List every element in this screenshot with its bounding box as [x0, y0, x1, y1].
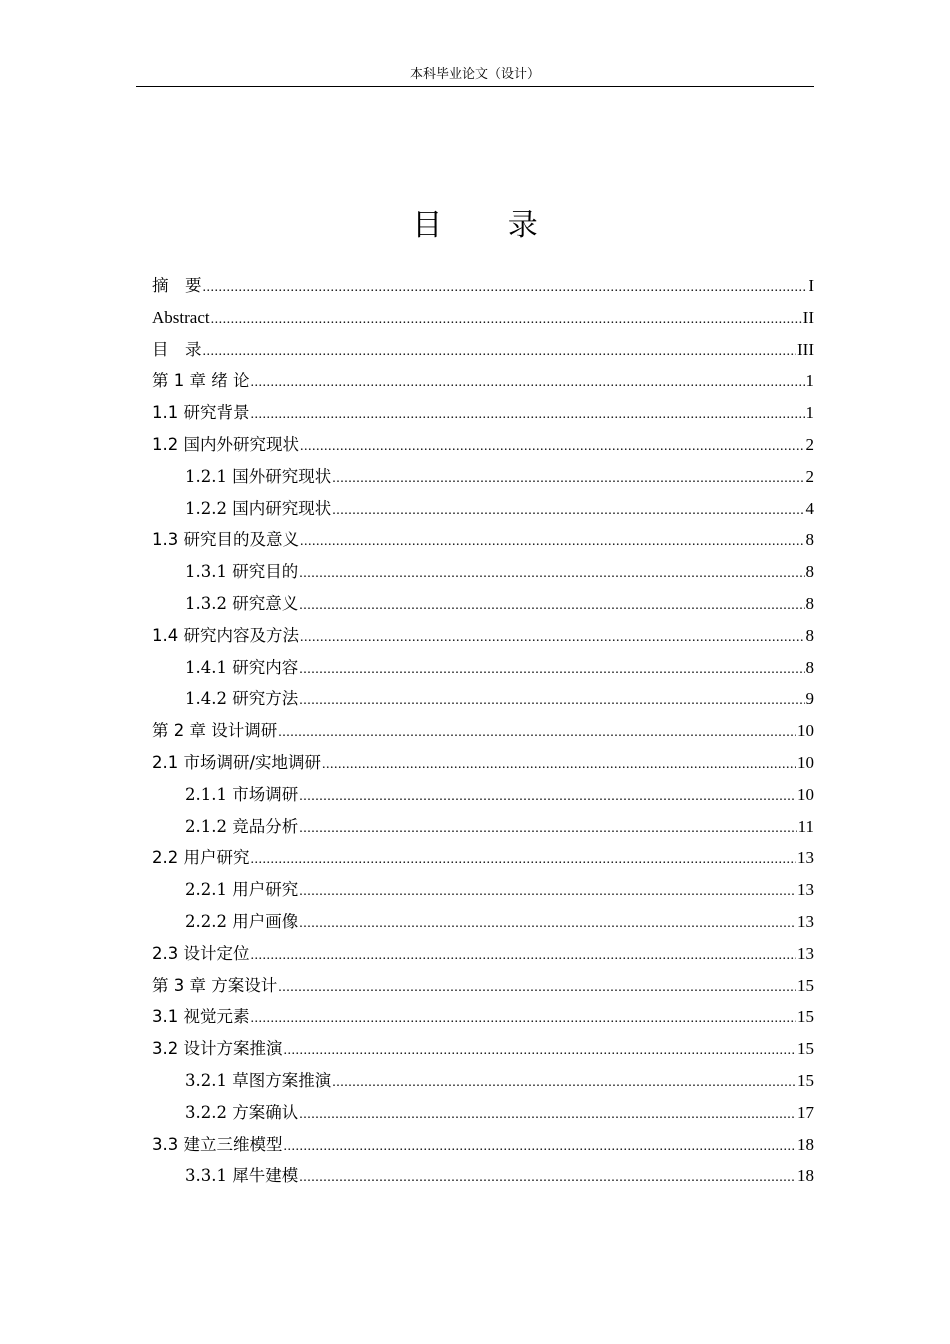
toc-entry[interactable] [152, 461, 814, 493]
toc-entry-label: 1.2 国内外研究现状 [152, 434, 299, 454]
toc-entry-page: 15 [797, 1070, 814, 1090]
toc-entry[interactable] [152, 842, 814, 874]
toc-entry-page: 9 [805, 689, 814, 709]
toc-entry-label: 第 2 章 设计调研 [152, 721, 278, 741]
toc-entry-label: 第 3 章 方案设计 [152, 975, 278, 995]
toc-entry[interactable] [152, 397, 814, 429]
toc-entry[interactable] [152, 938, 814, 970]
toc-entry[interactable] [152, 747, 814, 779]
toc-entry[interactable] [152, 365, 814, 397]
toc-dot-leader [322, 749, 796, 781]
toc-dot-leader [251, 399, 805, 431]
toc-dot-leader [299, 685, 804, 717]
toc-dot-leader [299, 1162, 796, 1194]
toc-entry[interactable] [152, 556, 814, 588]
toc-entry-label: 1.2.2 国内研究现状 [185, 498, 332, 518]
toc-dot-leader [299, 908, 796, 940]
toc-dot-leader [299, 813, 796, 845]
toc-entry[interactable] [152, 334, 814, 366]
toc-entry[interactable] [152, 1129, 814, 1161]
toc-entry-label: 2.1.1 市场调研 [185, 784, 299, 804]
toc-entry-page: 15 [797, 975, 814, 995]
toc-entry[interactable] [152, 811, 814, 843]
toc-entry-label: 2.2.2 用户画像 [185, 911, 299, 931]
toc-entry-page: 18 [797, 1134, 814, 1154]
toc-entry[interactable] [152, 970, 814, 1002]
toc-dot-leader [300, 431, 805, 463]
toc-dot-leader [211, 304, 802, 336]
toc-entry-page: II [802, 307, 814, 327]
toc-dot-leader [284, 1131, 797, 1163]
toc-entry-label: 1.3.1 研究目的 [185, 562, 299, 582]
toc-entry[interactable] [152, 1097, 814, 1129]
page-title: 目 录 [412, 208, 566, 243]
toc-entry-label: 1.4.1 研究内容 [185, 657, 299, 677]
toc-entry-page: 8 [805, 530, 814, 550]
toc-entry[interactable] [152, 1001, 814, 1033]
toc-dot-leader [299, 1099, 796, 1131]
toc-entry-page: 13 [797, 848, 814, 868]
toc-entry-label: 1.3 研究目的及意义 [152, 530, 299, 550]
toc-entry-page: 8 [805, 593, 814, 613]
toc-entry[interactable] [152, 683, 814, 715]
toc-entry-page: 10 [797, 784, 814, 804]
toc-entry-page: 2 [805, 466, 814, 486]
toc-dot-leader [332, 495, 804, 527]
toc-dot-leader [300, 526, 805, 558]
toc-dot-leader [300, 622, 805, 654]
toc-entry-label: 1.4.2 研究方法 [185, 689, 299, 709]
toc-entry-label: 第 1 章 绪 论 [152, 371, 250, 391]
toc-entry-page: 17 [797, 1102, 814, 1122]
toc-entry-page: 13 [797, 880, 814, 900]
toc-entry-page: 10 [797, 752, 814, 772]
toc-entry-label: 2.2 用户研究 [152, 848, 250, 868]
toc-entry-label: 1.3.2 研究意义 [185, 593, 299, 613]
toc-entry-page: 1 [805, 403, 814, 423]
toc-entry[interactable] [152, 874, 814, 906]
toc-entry[interactable] [152, 493, 814, 525]
toc-entry-page: 15 [797, 1039, 814, 1059]
toc-entry[interactable] [152, 779, 814, 811]
toc-dot-leader [251, 1003, 797, 1035]
toc-dot-leader [332, 1067, 796, 1099]
toc-entry-label: 1.2.1 国外研究现状 [185, 466, 332, 486]
toc-entry-page: 8 [805, 562, 814, 582]
toc-entry-label: 3.3 建立三维模型 [152, 1134, 283, 1154]
toc-dot-leader [299, 876, 796, 908]
toc-entry-label: 2.1.2 竞品分析 [185, 816, 299, 836]
toc-entry-page: 18 [797, 1166, 814, 1186]
toc-dot-leader [332, 463, 804, 495]
toc-entry-page: 2 [805, 434, 814, 454]
toc-entry-page: 4 [805, 498, 814, 518]
toc-entry-page: 15 [797, 1007, 814, 1027]
toc-entry-page: III [797, 339, 814, 359]
toc-entry-page: 11 [797, 816, 814, 836]
toc-entry[interactable] [152, 524, 814, 556]
toc-dot-leader [299, 781, 796, 813]
toc-entry-label: 2.1 市场调研/实地调研 [152, 752, 322, 772]
toc-entry-label: 2.2.1 用户研究 [185, 880, 299, 900]
toc-dot-leader [251, 940, 797, 972]
toc-dot-leader [278, 972, 796, 1004]
toc-entry[interactable] [152, 906, 814, 938]
table-of-contents [152, 270, 814, 1192]
toc-entry-label: 2.3 设计定位 [152, 943, 250, 963]
toc-dot-leader [299, 590, 804, 622]
toc-entry-label: 3.2 设计方案推演 [152, 1039, 283, 1059]
toc-entry-label: Abstract [152, 307, 210, 327]
toc-dot-leader [284, 1035, 797, 1067]
toc-dot-leader [278, 717, 796, 749]
toc-entry-label: 1.1 研究背景 [152, 403, 250, 423]
toc-entry[interactable] [152, 302, 814, 334]
toc-dot-leader [203, 272, 808, 304]
toc-entry-label: 3.2.2 方案确认 [185, 1102, 299, 1122]
toc-entry-page: 13 [797, 943, 814, 963]
toc-entry[interactable] [152, 588, 814, 620]
toc-entry-label: 3.2.1 草图方案推演 [185, 1070, 332, 1090]
toc-entry-label: 目 录 [152, 339, 202, 359]
toc-dot-leader [251, 844, 797, 876]
toc-entry[interactable] [152, 1033, 814, 1065]
toc-entry-label: 1.4 研究内容及方法 [152, 625, 299, 645]
toc-entry-page: 10 [797, 721, 814, 741]
toc-dot-leader [299, 654, 804, 686]
toc-entry[interactable] [152, 429, 814, 461]
toc-dot-leader [250, 367, 804, 399]
toc-entry[interactable] [152, 652, 814, 684]
toc-dot-leader [299, 558, 804, 590]
page-header: 本科毕业论文（设计） [136, 64, 814, 87]
toc-dot-leader [203, 336, 797, 368]
toc-entry-label: 3.1 视觉元素 [152, 1007, 250, 1027]
toc-entry-page: 1 [805, 371, 814, 391]
toc-entry-label: 3.3.1 犀牛建模 [185, 1166, 299, 1186]
toc-entry-page: I [808, 276, 814, 295]
toc-entry[interactable] [152, 1065, 814, 1097]
toc-entry-page: 13 [797, 911, 814, 931]
toc-entry[interactable] [152, 715, 814, 747]
toc-entry[interactable] [152, 1160, 814, 1192]
toc-entry[interactable] [152, 620, 814, 652]
toc-entry[interactable] [152, 270, 814, 302]
toc-entry-label: 摘 要 [152, 276, 202, 295]
toc-entry-page: 8 [805, 625, 814, 645]
toc-entry-page: 8 [805, 657, 814, 677]
